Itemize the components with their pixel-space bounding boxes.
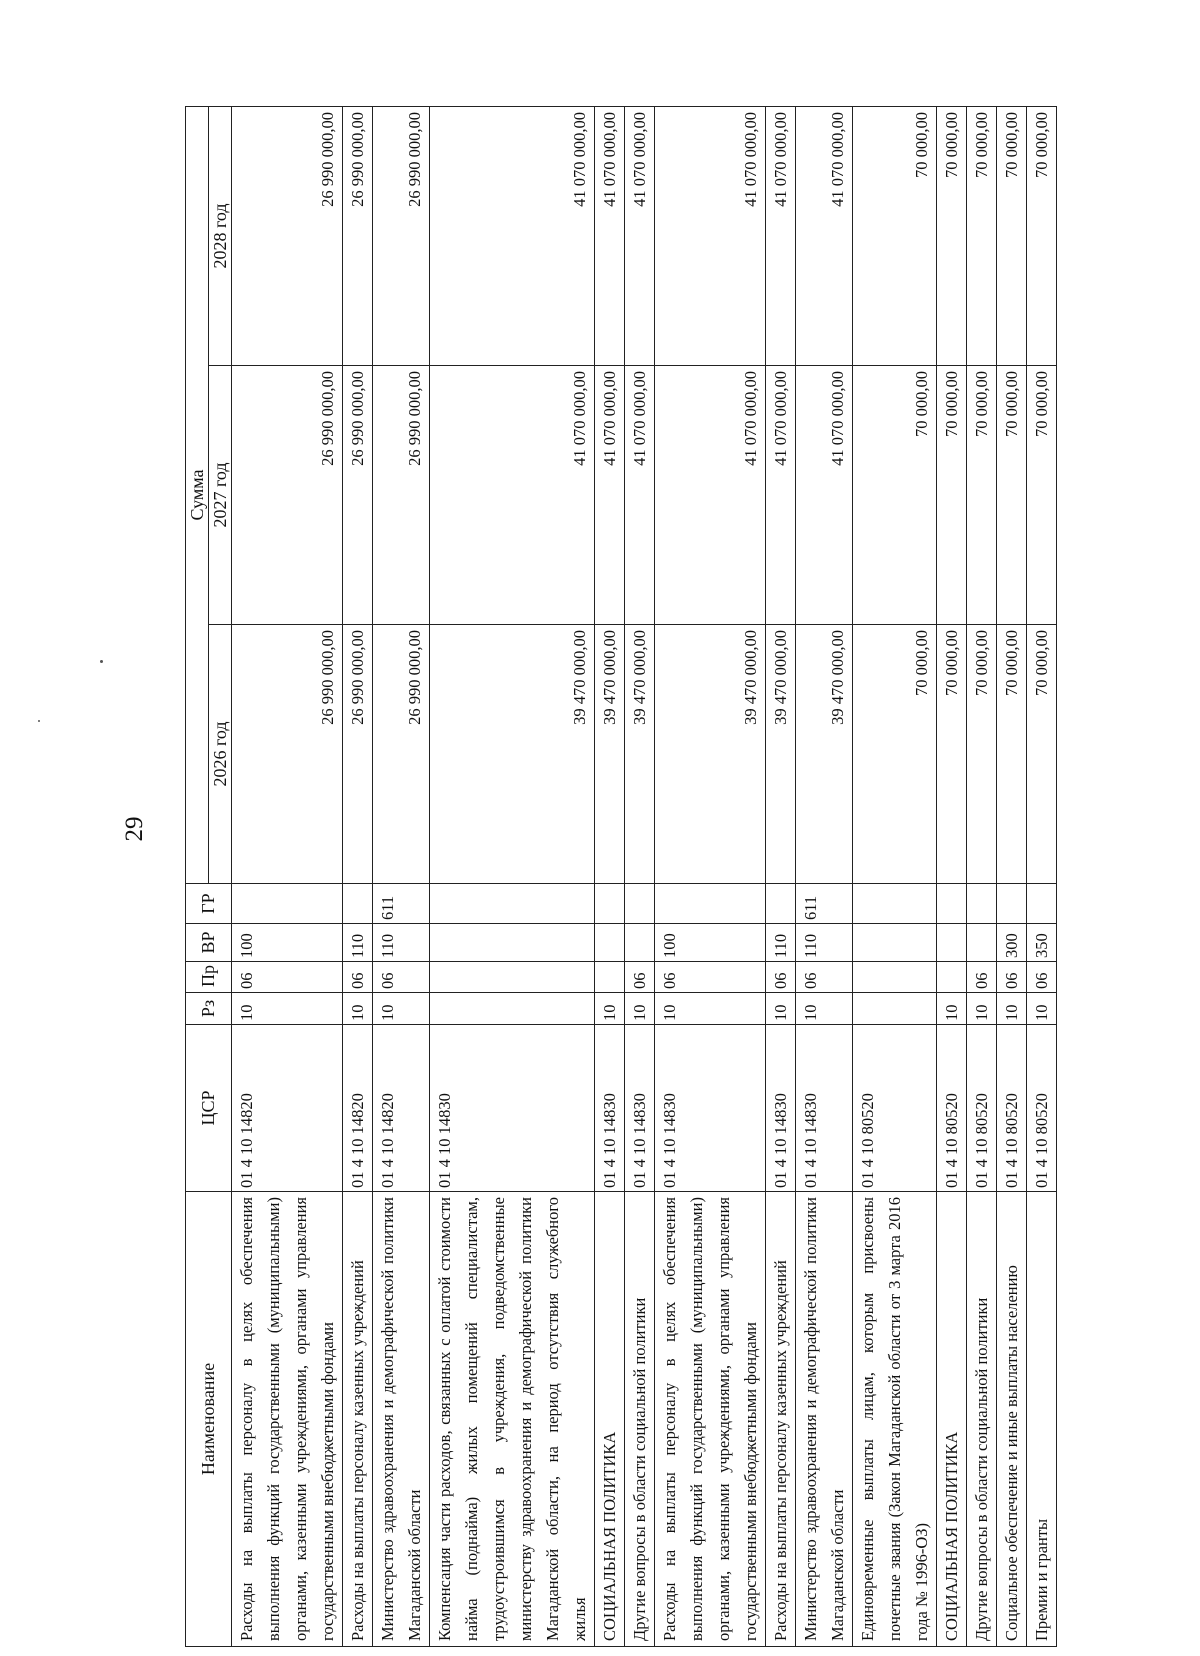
scan-speck: [38, 720, 40, 722]
row-2026: 39 470 000,00: [595, 625, 625, 884]
row-csr: 01 4 10 80520: [997, 1025, 1027, 1192]
row-vr: [595, 924, 625, 962]
row-gr: [853, 884, 937, 924]
table-row: [232, 107, 343, 1647]
row-csr: 01 4 10 14830: [796, 1025, 853, 1192]
table-row: [796, 107, 853, 1647]
table-row: [343, 107, 373, 1647]
row-csr: 01 4 10 14820: [373, 1025, 430, 1192]
row-2028: 70 000,00: [853, 107, 937, 366]
row-csr: 01 4 10 14830: [595, 1025, 625, 1192]
row-pr: 06: [625, 962, 655, 993]
row-rz: [853, 993, 937, 1025]
table-row: [1027, 107, 1057, 1647]
table-row: [766, 107, 796, 1647]
table-row: [625, 107, 655, 1647]
row-vr: [853, 924, 937, 962]
table-row: [967, 107, 997, 1647]
row-2026: 39 470 000,00: [796, 625, 853, 884]
row-gr: 611: [796, 884, 853, 924]
header-sum: Сумма: [186, 107, 209, 884]
row-vr: 350: [1027, 924, 1057, 962]
row-pr: 06: [997, 962, 1027, 993]
row-rz: 10: [937, 993, 967, 1025]
row-pr: [853, 962, 937, 993]
table-row: [430, 107, 595, 1647]
row-2028: 70 000,00: [937, 107, 967, 366]
row-2027: 70 000,00: [967, 366, 997, 625]
scan-speck: [100, 660, 103, 663]
row-name: Другие вопросы в области социальной политики: [967, 1192, 997, 1647]
row-pr: 06: [343, 962, 373, 993]
row-2026: 70 000,00: [937, 625, 967, 884]
row-2027: 70 000,00: [997, 366, 1027, 625]
row-rz: 10: [343, 993, 373, 1025]
row-gr: 611: [373, 884, 430, 924]
row-2026: 26 990 000,00: [343, 625, 373, 884]
row-2026: 39 470 000,00: [430, 625, 595, 884]
row-csr: 01 4 10 14830: [655, 1025, 766, 1192]
row-name: Единовременные выплаты лицам, которым присвоены почетные звания (Закон Магаданской области от 3 марта 2016 года № 1996-ОЗ): [853, 1192, 937, 1647]
row-name: СОЦИАЛЬНАЯ ПОЛИТИКА: [937, 1192, 967, 1647]
table-row: [373, 107, 430, 1647]
row-rz: 10: [625, 993, 655, 1025]
row-2026: 26 990 000,00: [373, 625, 430, 884]
row-gr: [655, 884, 766, 924]
row-rz: 10: [967, 993, 997, 1025]
row-gr: [766, 884, 796, 924]
row-2028: 41 070 000,00: [796, 107, 853, 366]
row-csr: 01 4 10 14830: [430, 1025, 595, 1192]
table-row: [937, 107, 967, 1647]
row-csr: 01 4 10 14830: [625, 1025, 655, 1192]
row-2028: 41 070 000,00: [766, 107, 796, 366]
row-gr: [625, 884, 655, 924]
row-name: Другие вопросы в области социальной политики: [625, 1192, 655, 1647]
row-2028: 26 990 000,00: [232, 107, 343, 366]
row-2027: 41 070 000,00: [796, 366, 853, 625]
row-pr: [595, 962, 625, 993]
row-vr: 110: [766, 924, 796, 962]
row-csr: 01 4 10 80520: [1027, 1025, 1057, 1192]
row-rz: 10: [595, 993, 625, 1025]
row-vr: 110: [373, 924, 430, 962]
row-2027: 26 990 000,00: [343, 366, 373, 625]
header-rz: Рз: [186, 993, 232, 1025]
row-name: Министерство здравоохранения и демографической политики Магаданской области: [373, 1192, 430, 1647]
header-2028: 2028 год: [209, 107, 232, 366]
row-vr: 110: [343, 924, 373, 962]
row-2028: 41 070 000,00: [655, 107, 766, 366]
row-2026: 39 470 000,00: [655, 625, 766, 884]
header-csr: ЦСР: [186, 1025, 232, 1192]
row-2027: 70 000,00: [1027, 366, 1057, 625]
row-2026: 70 000,00: [967, 625, 997, 884]
header-pr: Пр: [186, 962, 232, 993]
row-gr: [967, 884, 997, 924]
row-csr: 01 4 10 80520: [853, 1025, 937, 1192]
header-2026: 2026 год: [209, 625, 232, 884]
row-rz: 10: [997, 993, 1027, 1025]
row-2028: 26 990 000,00: [373, 107, 430, 366]
row-gr: [343, 884, 373, 924]
row-2028: 41 070 000,00: [430, 107, 595, 366]
row-name: Расходы на выплаты персоналу казенных учреждений: [766, 1192, 796, 1647]
row-2027: 41 070 000,00: [655, 366, 766, 625]
row-vr: [937, 924, 967, 962]
row-2028: 70 000,00: [967, 107, 997, 366]
row-csr: 01 4 10 14820: [343, 1025, 373, 1192]
row-csr: 01 4 10 14820: [232, 1025, 343, 1192]
row-vr: [625, 924, 655, 962]
row-csr: 01 4 10 14830: [766, 1025, 796, 1192]
row-pr: 06: [766, 962, 796, 993]
row-pr: 06: [232, 962, 343, 993]
row-rz: 10: [232, 993, 343, 1025]
row-vr: [967, 924, 997, 962]
row-2026: 26 990 000,00: [232, 625, 343, 884]
row-name: Премии и гранты: [1027, 1192, 1057, 1647]
row-pr: 06: [373, 962, 430, 993]
row-pr: 06: [655, 962, 766, 993]
row-name: Расходы на выплаты персоналу в целях обеспечения выполнения функций государственными (муниципальными) органами, казенными учреждениями, органами управления государственными внебюджетными фондами: [232, 1192, 343, 1647]
row-name: Министерство здравоохранения и демографической политики Магаданской области: [796, 1192, 853, 1647]
row-2027: 70 000,00: [937, 366, 967, 625]
row-2028: 41 070 000,00: [595, 107, 625, 366]
row-vr: [430, 924, 595, 962]
row-name: Расходы на выплаты персоналу казенных учреждений: [343, 1192, 373, 1647]
row-rz: [430, 993, 595, 1025]
row-2026: 70 000,00: [1027, 625, 1057, 884]
row-rz: 10: [796, 993, 853, 1025]
row-vr: 100: [655, 924, 766, 962]
row-2026: 39 470 000,00: [625, 625, 655, 884]
row-2027: 41 070 000,00: [595, 366, 625, 625]
row-name: Компенсация части расходов, связанных с оплатой стоимости найма (поднайма) жилых помещений специалистам, трудоустроившимся в учреждения, подведомственные министерству здравоохранения и демографической политики Магаданской области, на период отсутствия служебного жилья: [430, 1192, 595, 1647]
row-2027: 41 070 000,00: [430, 366, 595, 625]
row-2028: 26 990 000,00: [343, 107, 373, 366]
page-number: 29: [121, 816, 148, 842]
header-vr: ВР: [186, 924, 232, 962]
row-gr: [595, 884, 625, 924]
row-pr: [430, 962, 595, 993]
row-name: Расходы на выплаты персоналу в целях обеспечения выполнения функций государственными (муниципальными) органами, казенными учреждениями, органами управления государственными внебюджетными фондами: [655, 1192, 766, 1647]
row-2027: 26 990 000,00: [232, 366, 343, 625]
row-name: Социальное обеспечение и иные выплаты населению: [997, 1192, 1027, 1647]
row-2028: 41 070 000,00: [625, 107, 655, 366]
row-vr: 300: [997, 924, 1027, 962]
row-2027: 41 070 000,00: [766, 366, 796, 625]
row-2028: 70 000,00: [997, 107, 1027, 366]
row-rz: 10: [373, 993, 430, 1025]
header-gr: ГР: [186, 884, 232, 924]
header-name: Наименование: [186, 1192, 232, 1647]
budget-table: [185, 106, 1057, 1647]
header-2027: 2027 год: [209, 366, 232, 625]
row-pr: [937, 962, 967, 993]
row-rz: 10: [766, 993, 796, 1025]
row-csr: 01 4 10 80520: [937, 1025, 967, 1192]
row-gr: [997, 884, 1027, 924]
row-gr: [1027, 884, 1057, 924]
row-vr: 100: [232, 924, 343, 962]
row-2026: 70 000,00: [853, 625, 937, 884]
row-csr: 01 4 10 80520: [967, 1025, 997, 1192]
row-gr: [937, 884, 967, 924]
row-gr: [232, 884, 343, 924]
row-2026: 39 470 000,00: [766, 625, 796, 884]
row-2027: 70 000,00: [853, 366, 937, 625]
row-gr: [430, 884, 595, 924]
row-2027: 41 070 000,00: [625, 366, 655, 625]
row-name: СОЦИАЛЬНАЯ ПОЛИТИКА: [595, 1192, 625, 1647]
row-rz: 10: [1027, 993, 1057, 1025]
table-row: [853, 107, 937, 1647]
row-pr: 06: [796, 962, 853, 993]
row-2026: 70 000,00: [997, 625, 1027, 884]
table-row: [997, 107, 1027, 1647]
row-2027: 26 990 000,00: [373, 366, 430, 625]
row-2028: 70 000,00: [1027, 107, 1057, 366]
row-pr: 06: [967, 962, 997, 993]
table-row: [655, 107, 766, 1647]
rotated-table-container: [185, 107, 1055, 1647]
row-pr: 06: [1027, 962, 1057, 993]
row-vr: 110: [796, 924, 853, 962]
table-row: [595, 107, 625, 1647]
row-rz: 10: [655, 993, 766, 1025]
